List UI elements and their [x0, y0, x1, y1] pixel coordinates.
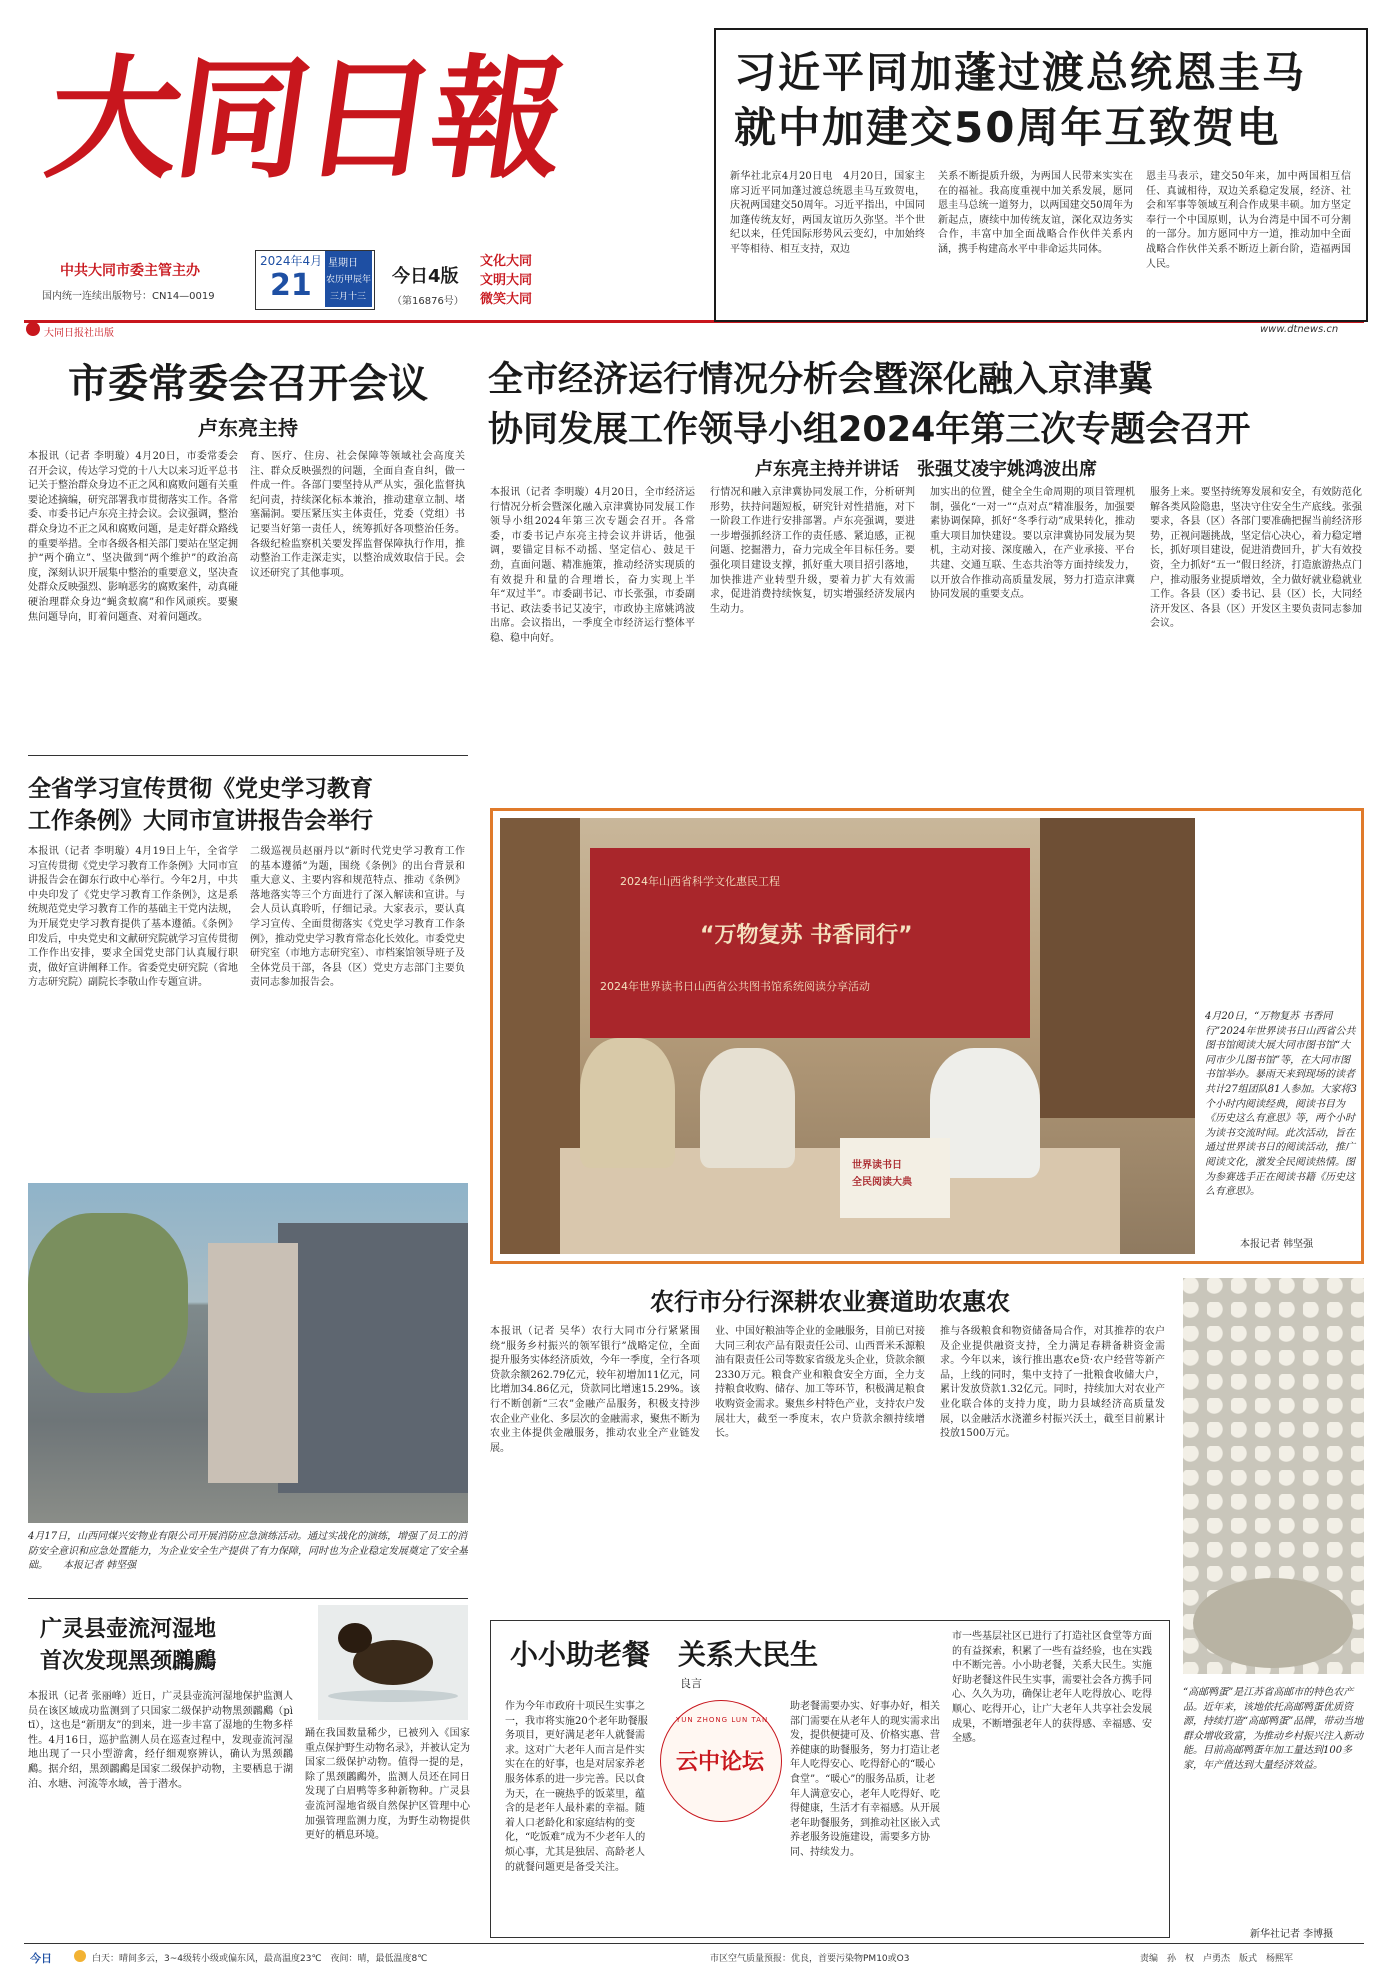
footer-air: 市区空气质量预报：优良，首要污染物PM10或O3: [710, 1954, 910, 1964]
basket-shape: [1193, 1578, 1353, 1668]
divider: [28, 1598, 468, 1599]
column-badge-pinyin: YUN ZHONG LUN TAN: [676, 1716, 769, 1724]
column-col3: 市一些基层社区已进行了打造社区食堂等方面的有益探索，积累了一些有益经验，也在实践中不断完善。小小助老餐，关系大民生。实施好助老餐这件民生实事，需要社会各方携手同心、久久为功，确保让老年人吃得放心、吃得顺心、吃得开心，让广大老年人共享社会发展成果，不断增强老年人的获得感、幸福感、安全感。: [952, 1631, 1152, 1745]
publisher-logo-icon: [26, 322, 40, 336]
bank-col1: 本报讯（记者 吴华）农行大同市分行紧紧围绕“服务乡村振兴的领军银行”战略定位，全面提升服务实体经济质效，今年一季度，全行各项贷款余额262.79亿元，较年初增加11亿元，同比增加34.86亿元，贷款同比增速15.29%。该行不断创新“三农”金融产品服务，积极支持涉农企业产业化、多层次的金融需求，聚焦不断为农业主体提供金融服务，推动农业全产业链发展。: [490, 1326, 700, 1454]
date-year-month: 2024年4月: [260, 254, 323, 268]
bookshelf-right: [1040, 818, 1195, 1118]
website[interactable]: www.dtnews.cn: [1260, 324, 1339, 335]
standing-committee-headline: 市委常委会召开会议: [68, 361, 428, 407]
building-shape: [278, 1223, 468, 1493]
bird-headline-line2: 首次发现黑颈鸊鷉: [40, 1649, 217, 1674]
slogan-2: 文明大同: [480, 273, 533, 288]
study-headline-line1: 全省学习宣传贯彻《党史学习教育: [28, 776, 373, 802]
bank-col2: 业、中国好粮油等企业的金融服务，目前已对接大同三利农产品有限责任公司、山西晋米禾源粮油有限责任公司等数家省级龙头企业，贷款余额2330万元。粮食产业和粮食安全方面，全力支持粮食收购、储存、加工等环节，积极满足粮食收购资金需求。聚焦乡村特色产业，支持农户发展壮大，截至一季度末，农户贷款余额持续增长。: [715, 1326, 925, 1440]
issn-line: 国内统一连续出版物号：CN14—0019: [42, 291, 215, 302]
banner-text-3: 2024年世界读书日山西省公共图书馆系统阅读分享活动: [600, 980, 870, 993]
book-label-2: 全民阅读大典: [852, 1177, 912, 1188]
stairway-shape: [208, 1243, 298, 1483]
column-col2: 助老餐需要办实、好事办好，相关部门需要在从老年人的现实需求出发，提供便捷可及、价格实惠、营养健康的助餐服务，努力打造让老年人吃得安心、吃得舒心的“暖心食堂”。“暖心”的服务品质，让老年人满意安心，老年人吃得好、吃得健康，生活才有幸福感。从开展老年助餐服务，到推动社区嵌入式养老服务设施建设，需要多方协同、持续发力。: [790, 1701, 940, 1858]
footer-rule: [24, 1943, 1364, 1944]
divider: [28, 755, 468, 756]
study-col1: 本报讯（记者 李明璇）4月19日上午，全省学习宣传贯彻《党史学习教育工作条例》大同市宣讲报告会在御东行政中心举行。今年2月，中共中央印发了《党史学习教育工作条例》，这是系统规范党史学习教育工作的基础主干党内法规，为开展党史学习教育提供了基本遵循。《条例》印发后，中央党史和文献研究院就学习宣传贯彻工作作出安排，要求全国党史部门认真履行职责，做好宣讲阐释工作。省委党史研究院（省地方志研究院）副院长李敬山作专题宣讲。: [28, 846, 238, 989]
issue-number: （第16876号）: [392, 296, 464, 307]
footer-today-label: 今日: [30, 1952, 52, 1965]
column-col1: 作为今年市政府十项民生实事之一，我市将实施20个老年助餐服务项目，更好满足老年人就餐需求。这对广大老年人而言是件实实在在的好事，也是对居家养老服务体系的进一步完善。民以食为天，在一碗热乎的饭菜里，蕴含的是老年人最朴素的幸福。随着人口老龄化和家庭结构的变化，“吃饭难”成为不少老年人的烦心事，尤其是独居、高龄老人的就餐问题更是备受关注。: [505, 1701, 648, 1873]
standing-committee-subhead: 卢东亮主持: [198, 416, 298, 440]
book-label-1: 世界读书日: [852, 1160, 902, 1171]
duck-egg-credit: 新华社记者 李博摄: [1250, 1929, 1334, 1940]
bird-headline-line1: 广灵县壶流河湿地: [40, 1617, 217, 1642]
bank-headline: 农行市分行深耕农业赛道助农惠农: [650, 1288, 1010, 1316]
child-2-shape: [700, 1048, 795, 1168]
fire-drill-photo: [28, 1183, 468, 1523]
standing-committee-col1: 本报讯（记者 李明璇）4月20日，市委常委会召开会议，传达学习党的十八大以来习近平总书记关于整治群众身边不正之风和腐败问题有关重要论述摘编，研究部署我市贯彻落实工作。各常委、市委书记卢东亮主持会议。会议强调，整治群众身边不正之风和腐败问题，是走好群众路线的重要举措。全市各级各相关部门要站在坚定拥护“两个确立”、坚决做到“两个维护”的政治高度，深刻认识开展集中整治的重要意义，坚决查处群众反映强烈、影响恶劣的腐败案件，动真碰硬治理群众身边“蝇贪蚁腐”和作风顽疾。要聚焦问题导向，盯着问题查、对着问题改。: [28, 451, 238, 623]
water-reflection-shape: [328, 1690, 458, 1702]
column-byline: 良言: [680, 1677, 702, 1690]
economy-col1: 本报讯（记者 李明璇）4月20日，全市经济运行情况分析会暨深化融入京津冀协同发展工作领导小组2024年第三次专题会召开。各常委，市委书记卢东亮主持会议并讲话，他强调，要锚定目标不动摇、坚定信心、鼓足干劲，直面问题、精准施策，推动经济实现质的有效提升和量的合理增长，奋力实现上半年“双过半”。市委副书记、市长张强，市委副书记、政法委书记艾凌宇，市政协主席姚鸿波出席。会议指出，一季度全市经济运行整体平稳、稳中向好。: [490, 487, 695, 644]
page-count: 今日4版: [392, 266, 459, 287]
footer-editors: 责编 孙 权 卢勇杰 版式 杨熙军: [1140, 1954, 1294, 1964]
top-story-col2: 关系不断提质升级，为两国人民带来实实在在的福祉。我高度重视中加关系发展，愿同恩圭马总统一道努力，以两国建交50周年为新起点，赓续中加传统友谊，深化双边务实合作，丰富中加全面战略合作伙伴关系内涵，携手构建高水平中非命运共同体。: [938, 171, 1133, 255]
economy-headline-line2: 协同发展工作领导小组2024年第三次专题会召开: [488, 410, 1251, 450]
child-1-shape: [580, 1038, 675, 1168]
sponsor-line: 中共大同市委主管主办: [60, 263, 200, 279]
tree-shape: [28, 1213, 188, 1393]
slogan-1: 文化大同: [480, 254, 533, 269]
study-col2: 二级巡视员赵丽丹以“新时代党史学习教育工作的基本遵循”为题，围绕《条例》的出台背景和重大意义、主要内容和规范特点、推动《条例》落地落实等三个方面进行了深入解读和宣讲。与会人员认真聆听，仔细记录。大家表示，要认真学习宣传、全面贯彻落实《党史学习教育工作条例》，推动党史学习教育常态化长效化。市委党史研究室（市地方志研究室）、市档案馆领导班子及全体党员干部，各县（区）党史方志部门主要负责同志参加报告会。: [250, 846, 465, 989]
economy-col2: 行情况和融入京津冀协同发展工作，分析研判形势，扶持问题短板，研究针对性措施，对下一阶段工作进行安排部署。卢东亮强调，要进一步增强抓经济工作的责任感、紧迫感，正视问题、挖掘潜力，奋力完成全年目标任务。要强化项目建设支撑，抓好重大项目招引落地，加快推进产业转型升级，要着力扩大有效需求，促进消费持续恢复，切实增强经济发展内生动力。: [710, 487, 915, 615]
date-day: 21: [270, 268, 312, 303]
bird-col2: 踊在我国数量稀少，已被列入《国家重点保护野生动物名录》，并被认定为国家二级保护动物。值得一提的是，除了黑颈鸊鷉外，监测人员还在同日发现了白眉鸭等多种新物种。广灵县壶流河湿地省级自然保护区管理中心加强管理监测力度，为野生动物提供更好的栖息环境。: [305, 1728, 470, 1842]
lunar-day: 三月十三: [330, 292, 367, 302]
lunar-year: 农历甲辰年: [326, 275, 372, 285]
economy-col3: 加实出的位置，健全全生命周期的项目管理机制，强化“一对一”“点对点”精准服务，加强要素协调保障，抓好“冬季行动”成果转化，推动重大项目加快建设。要以京津冀协同发展为契机，主动对接、深度融入，在产业承接、平台共建、交通互联、生态共治等方面持续发力，以开放合作推动高质量发展，努力打造京津冀协同发展的重要支点。: [930, 487, 1135, 601]
top-story-headline-line2: 就中加建交50周年互致贺电: [734, 103, 1281, 152]
masthead-logo: 大同日報: [37, 42, 572, 197]
economy-headline-line1: 全市经济运行情况分析会暨深化融入京津冀: [488, 360, 1154, 400]
bird-col1: 本报讯（记者 张丽峰）近日，广灵县壶流河湿地保护监测人员在该区域成功监测到了只国家二级保护动物黑颈鸊鷉（pì tī），这也是“新朋友”的到来，进一步丰富了湿地的生物多样性。4月16日，巡护监测人员在巡查过程中，发现壶流河湿地出现了一只小型游禽，经仔细观察辨认，确认为黑颈鸊鷉。据介绍，黑颈鸊鷉是国家二级保护动物，主要栖息于湖泊、水塘、河流等水域，善于潜水。: [28, 1691, 293, 1790]
weekday: 星期日: [328, 258, 358, 269]
economy-col4: 服务上来。要坚持统筹发展和安全，有效防范化解各类风险隐患，坚决守住安全生产底线。张强要求，各县（区）各部门要准确把握当前经济形势，正视问题挑战，坚定信心决心，着力稳定增长，抓好项目建设，促进消费回升，扩大有效投资，全力抓好“五一”假日经济，打造旅游热点门户，推动服务业提质增效，全力做好就业稳就业工作。各县（区）委书记、县（区）长，大同经济开发区、各县（区）开发区主要负责同志参加会议。: [1150, 487, 1362, 630]
column-headline: 小小助老餐 关系大民生: [510, 1638, 819, 1671]
reading-credit: 本报记者 韩坚强: [1240, 1239, 1314, 1250]
banner-text-2: “万物复苏 书香同行”: [700, 923, 913, 948]
column-badge-title: 云中论坛: [676, 1749, 765, 1775]
top-story-headline-line1: 习近平同加蓬过渡总统恩圭马: [734, 48, 1307, 97]
study-headline-line2: 工作条例》大同市宣讲报告会举行: [28, 808, 373, 834]
reading-caption: 4月20日，“万物复苏 书香同行”2024年世界读书日山西省公共图书馆阅读大展大同市图书馆“大同市少儿图书馆”等，在大同市图书馆举办。暴雨天来到现场的读者共计27组团队81人参加。大家将3个小时内阅读经典，阅读书目为《历史这么有意思》等，两个小时为读书交流时间。此次活动，旨在通过世界读书日的阅读活动，推广阅读文化，激发全民阅读热情。图为参赛选手正在阅读书籍《历史这么有意思》。: [1205, 1011, 1357, 1198]
publisher-line: 大同日报社出版: [44, 328, 114, 339]
duck-egg-caption: “高邮鸭蛋”是江苏省高邮市的特色农产品。近年来，该地依托高邮鸭蛋优质资源，持续打造“高邮鸭蛋”品牌，带动当地群众增收致富，为推动乡村振兴注入新动能。目前高邮鸭蛋年加工量达到100多家，年产值达到大量经济效益。: [1183, 1687, 1364, 1771]
banner-text-1: 2024年山西省科学文化惠民工程: [620, 875, 780, 888]
bank-col3: 推与各级粮食和物资储备局合作，对其推荐的农户及企业提供融资支持，全力满足春耕备耕资金需求。今年以来，该行推出惠农e贷·农户经营等新产品，上线的同时，集中支持了一批粮食收储大户，累计发放贷款1.32亿元。同时，持续加大对农业产业化联合体的支持力度，助力县域经济高质量发展，以金融活水浇灌乡村振兴沃土，截至目前累计投放1500万元。: [940, 1326, 1165, 1440]
weather-icon: [74, 1950, 86, 1962]
top-story-col1: 新华社北京4月20日电 4月20日，国家主席习近平同加蓬过渡总统恩圭马互致贺电，庆祝两国建交50周年。习近平指出，中国同加蓬传统友好，两国友谊历久弥坚。半个世纪以来，任凭国际形势风云变幻，中加始终平等相待、相互支持，双边: [730, 171, 925, 255]
duck-egg-photo: [1183, 1278, 1364, 1674]
bird-photo: [318, 1605, 468, 1720]
reading-photo: [500, 818, 1195, 1254]
standing-committee-col2: 育、医疗、住房、社会保障等领域社会高度关注、群众反映强烈的问题，全面自查自纠，做一件成一件。各部门要坚持从严从实，强化监督执纪问责，持续深化标本兼治，推动建章立制、堵塞漏洞。要压紧压实主体责任，党委（党组）书记要当好第一责任人，统筹抓好各项整治任务。各级纪检监察机关要发挥监督保障执行作用，推动整治工作走深走实，以整治成效取信于民。会议还研究了其他事项。: [250, 451, 465, 579]
slogan-3: 微笑大同: [480, 292, 533, 307]
bird-head-shape: [338, 1623, 372, 1653]
top-story-col3: 恩圭马表示，建交50年来，加中两国相互信任、真诚相待，双边关系稳定发展，经济、社会和军事等领域互利合作成果丰硕。加方坚定奉行一个中国原则，认为台湾是中国不可分割的一部分。加方愿同中方一道，推动加中全面战略合作伙伴关系不断迈上新台阶，造福两国人民。: [1146, 171, 1351, 270]
fire-drill-caption: 4月17日，山西同煤兴安物业有限公司开展消防应急演练活动。通过实战化的演练，增强了员工的消防安全意识和应急处置能力，为企业安全生产提供了有力保障，同时也为企业稳定发展奠定了安全基础。 本报记者 韩坚强: [28, 1531, 468, 1572]
top-story-box: [714, 28, 1368, 322]
footer-weather: 白天：晴间多云，3~4级转小级或偏东风，最高温度23℃ 夜间：晴，最低温度8℃: [92, 1954, 428, 1964]
economy-subhead: 卢东亮主持并讲话 张强艾凌宇姚鸿波出席: [755, 459, 1097, 480]
